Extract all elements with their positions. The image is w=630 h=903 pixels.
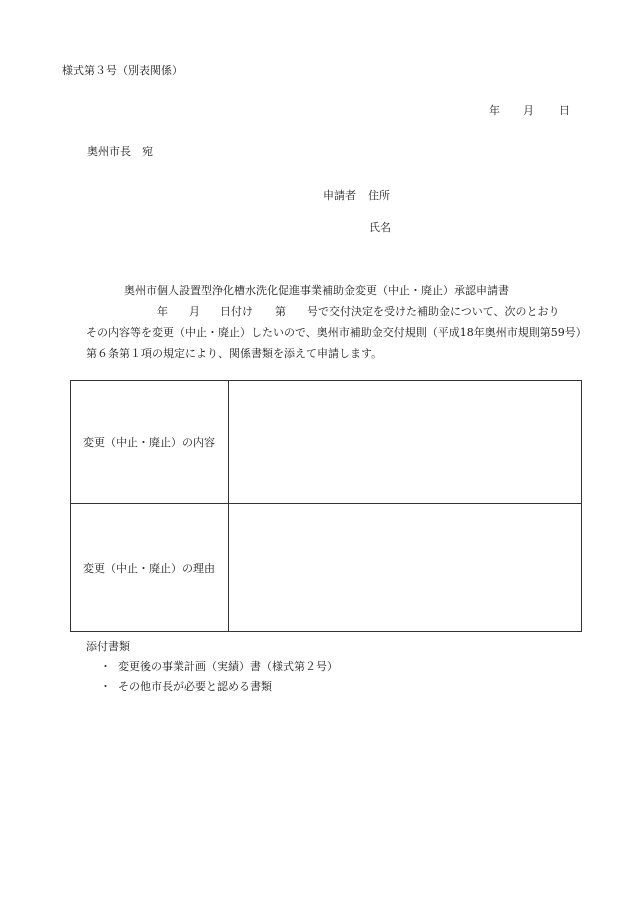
date-day-label: 日: [559, 104, 570, 117]
applicant-address-label: 住所: [368, 189, 390, 202]
body-day-suffix: 日付け: [220, 305, 253, 318]
applicant-label: 申請者: [323, 189, 356, 202]
date-line: [489, 104, 570, 117]
form-number: 様式第３号（別表関係）: [62, 64, 183, 77]
table-row: [71, 381, 582, 504]
applicant-name-label: 氏名: [369, 221, 391, 234]
addressee: 奥州市長 宛: [87, 145, 153, 158]
applicant-address-line: [323, 189, 390, 202]
change-content-label: 変更（中止・廃止）の内容: [71, 381, 229, 504]
document-title: 奥州市個人設置型浄化槽水洗化促進事業補助金変更（中止・廃止）承認申請書: [124, 284, 509, 297]
body-line-1: [157, 305, 560, 318]
attachments-title: 添付書類: [86, 640, 130, 653]
list-item: [100, 680, 272, 693]
change-reason-field[interactable]: [229, 504, 582, 632]
body-line-3: 第６条第１項の規定により、関係書類を添えて申請します。: [86, 347, 383, 360]
body-month-label: 月: [189, 305, 200, 318]
attachment-item-label: 変更後の事業計画（実績）書（様式第２号）: [118, 660, 338, 673]
table-row: [71, 504, 582, 632]
list-item: [100, 660, 338, 673]
attachment-item-label: その他市長が必要と認める書類: [118, 680, 272, 693]
date-month-label: 月: [523, 104, 534, 117]
body-line-1-rest: 号で交付決定を受けた補助金について、次のとおり: [307, 305, 560, 318]
body-year-label: 年: [157, 305, 168, 318]
change-details-table: [70, 380, 582, 632]
bullet-icon: ・: [100, 680, 111, 693]
date-year-label: 年: [489, 104, 500, 117]
bullet-icon: ・: [100, 660, 111, 673]
change-reason-label: 変更（中止・廃止）の理由: [71, 504, 229, 632]
change-content-field[interactable]: [229, 381, 582, 504]
body-line-2: その内容等を変更（中止・廃止）したいので、奥州市補助金交付規則（平成18年奥州市規則第59号）: [86, 326, 587, 339]
body-number-prefix: 第: [275, 305, 286, 318]
